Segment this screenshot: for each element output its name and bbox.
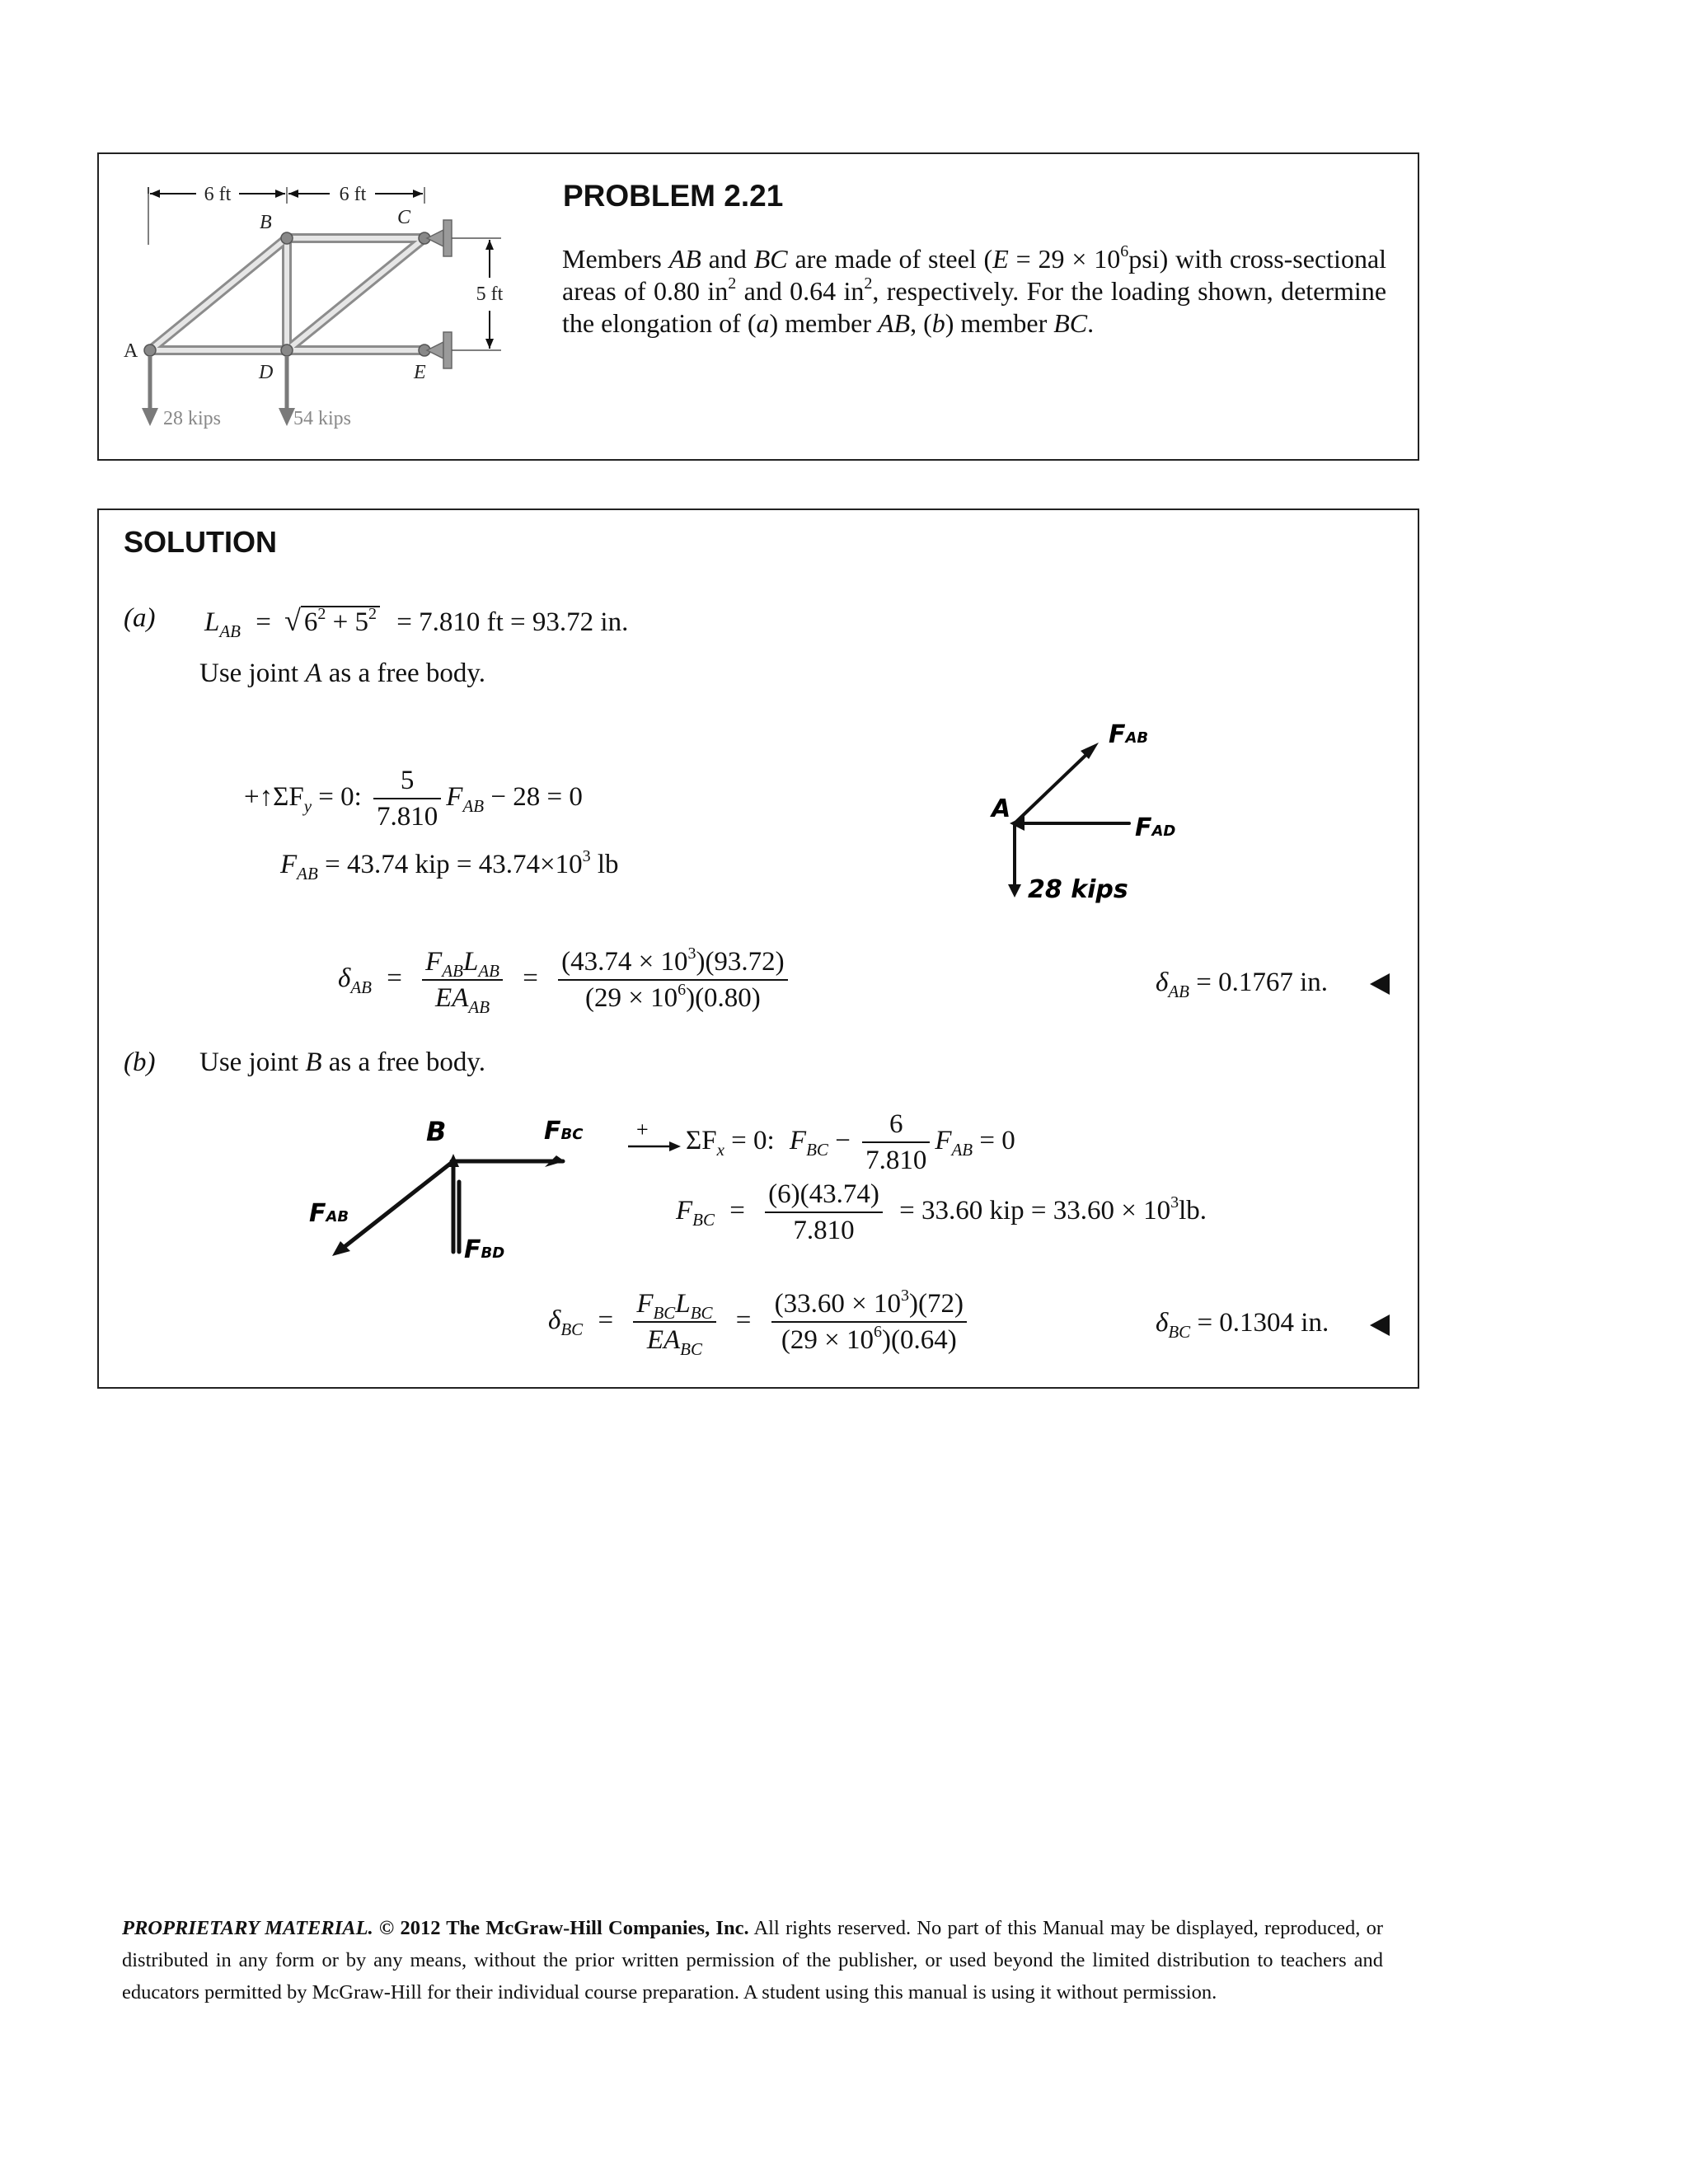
- sqrt-icon: √: [284, 604, 301, 637]
- fbc-exp: 3: [1170, 1193, 1179, 1212]
- fbd-a-fab-f: F: [1109, 720, 1126, 749]
- delta-bc-den-1: [633, 1323, 715, 1359]
- sum-fy-eq: = 0:: [312, 782, 362, 813]
- delta-ab-den-sub: AB: [468, 997, 490, 1017]
- fbd-b-joint: B: [426, 1116, 447, 1147]
- fbc-unit: lb.: [1179, 1196, 1207, 1226]
- fbc-num: (6)(43.74): [765, 1179, 883, 1213]
- text-b: b: [931, 308, 945, 338]
- text-11: .: [1087, 308, 1095, 338]
- delta-ab-fraction-1: [422, 947, 503, 1017]
- delta-ab-den-1: [422, 981, 503, 1017]
- sum-fx-equation: [686, 1109, 1015, 1176]
- text-2: and: [701, 244, 754, 274]
- sum-fx-num: 6: [862, 1109, 930, 1143]
- load-d: 54 kips: [293, 408, 352, 429]
- label-c: C: [397, 207, 411, 228]
- sum-fy-equation: [244, 766, 583, 832]
- fbd-b-fbc-sub: BC: [560, 1126, 584, 1143]
- fbd-b-fab-sub: AB: [326, 1208, 349, 1226]
- text-8: ) member: [769, 308, 878, 338]
- joint-b-line: [199, 1047, 485, 1078]
- footer-copyright: © 2012 The McGraw-Hill Companies, Inc.: [373, 1917, 749, 1939]
- delta-bc-symbol: δ: [548, 1305, 561, 1336]
- text-sq2: 2: [864, 274, 873, 293]
- delta-ab-den2-tail: )(0.80): [686, 983, 761, 1013]
- delta-ab-num-1: [422, 947, 503, 981]
- text-e: E: [992, 244, 1009, 274]
- delta-ab-num2-exp: 3: [687, 944, 696, 963]
- delta-bc-num2: (33.60 × 10: [774, 1289, 902, 1319]
- solution-box: [97, 509, 1419, 1389]
- sum-fx-fraction: [862, 1109, 930, 1176]
- delta-bc-ans-symbol: δ: [1156, 1308, 1169, 1338]
- joint-b-tail: as a free body.: [321, 1047, 486, 1077]
- delta-ab-equation: $\delta_{AB}$ = $\frac{F_{AB}L_{AB}}{EA_{AB}}$ = $\frac{(43.74 \times 10^3)(93.72)}{(29 \times 10^6)(0.80)}$: [338, 947, 793, 1014]
- lab-p1: 2: [317, 605, 326, 623]
- joint-b-text: Use joint: [199, 1047, 306, 1077]
- delta-bc-fraction-1: [633, 1289, 715, 1359]
- fbd-joint-b: [202, 1099, 584, 1281]
- fbd-a-fab-sub: AB: [1125, 729, 1149, 747]
- fab-exp: 3: [582, 847, 591, 865]
- answer-marker-icon: [1368, 1313, 1393, 1338]
- text-7: , respectively. For the loading shown, determine the elongation of (: [562, 276, 1387, 338]
- text-a: a: [756, 308, 770, 338]
- sum-fx-sub: x: [716, 1140, 724, 1160]
- joint-a-var: A: [305, 658, 322, 688]
- label-e: E: [414, 362, 426, 383]
- delta-bc-den2-exp: 6: [874, 1323, 883, 1341]
- lab-rest: = 7.810 ft = 93.72 in.: [396, 607, 629, 637]
- label-d: D: [259, 362, 274, 383]
- fbd-a-fad-f: F: [1135, 813, 1152, 842]
- joint-a-line: [199, 658, 485, 689]
- delta-bc-num2-exp: 3: [901, 1286, 910, 1305]
- lab-sub: AB: [219, 621, 241, 641]
- label-b: B: [260, 212, 272, 233]
- delta-ab-fraction-2: [558, 944, 788, 1014]
- delta-ab-sub: AB: [350, 977, 372, 998]
- sum-fx-f1sub: BC: [806, 1140, 828, 1160]
- text-6: and 0.64 in: [736, 276, 865, 306]
- delta-ab-ans-value: = 0.1767 in.: [1189, 968, 1329, 997]
- sum-fy-den: 7.810: [377, 802, 438, 832]
- delta-bc-answer: [1156, 1308, 1329, 1342]
- text-5: psi) with cross-sectional areas of 0.80 in: [562, 244, 1387, 306]
- text-1: Members: [562, 244, 669, 274]
- fbd-b-fbd-sub: BD: [481, 1244, 505, 1262]
- fbd-b-fab: [309, 1199, 349, 1228]
- sum-fy-sub: y: [303, 796, 312, 817]
- fbd-b-fbd: [464, 1235, 504, 1264]
- problem-box: [97, 152, 1419, 461]
- fbd-b-fbd-f: F: [464, 1235, 481, 1264]
- sum-fy-sigma: ΣF: [273, 782, 304, 813]
- delta-ab-ans-symbol: δ: [1156, 968, 1169, 997]
- footer-body: All rights reserved. No part of this Manual may be displayed, reproduced, or distributed in any form or by any means, without the prior written permission of the publisher, or used beyond the limited distribution to teachers and educators permitted by McGraw-Hill for their individual course preparation. A student using this manual is using it without permission.: [122, 1917, 1383, 2004]
- fbc-fraction: [765, 1179, 883, 1246]
- text-3: are made of steel (: [787, 244, 993, 274]
- text-bc2: BC: [1053, 308, 1088, 338]
- delta-bc-num-f-sub: BC: [653, 1303, 676, 1323]
- delta-ab-den2-exp: 6: [678, 981, 687, 999]
- delta-bc-den-e: EA: [646, 1325, 681, 1355]
- load-a: 28 kips: [163, 408, 222, 429]
- lab-eq: =: [256, 607, 271, 637]
- sqrt-radicand: [301, 606, 380, 637]
- fbc-rest: = 33.60 kip = 33.60 × 10: [899, 1196, 1171, 1226]
- problem-title: PROBLEM 2.21: [563, 179, 784, 213]
- lab-root: 6: [303, 607, 318, 637]
- fbd-b-fbc-f: F: [544, 1117, 561, 1146]
- sum-fx-sigma: ΣF: [686, 1126, 717, 1156]
- fbc-f: F: [676, 1196, 693, 1226]
- problem-statement: [562, 243, 1386, 340]
- fbd-b-fbc: [544, 1117, 584, 1146]
- delta-bc-den-2: [771, 1323, 967, 1356]
- fbd-joint-a: [985, 700, 1199, 914]
- fbd-b-fab-f: F: [309, 1199, 326, 1228]
- delta-ab-num2: (43.74 × 10: [561, 947, 688, 977]
- lab-plus: + 5: [326, 607, 369, 637]
- fab-rest: = 43.74 kip = 43.74×10: [317, 850, 583, 879]
- delta-ab-num-l-sub: AB: [478, 961, 499, 981]
- fbd-a-fad: [1135, 813, 1175, 842]
- fbc-result: $F_{BC}$ = $\frac{(6)(43.74)}{7.810}$ = 33.60 kip = $33.60 \times 10^3lb$.: [676, 1179, 1207, 1245]
- delta-bc-num-1: [633, 1289, 715, 1323]
- delta-bc-sub: BC: [560, 1319, 584, 1340]
- delta-bc-fraction-2: [771, 1286, 967, 1356]
- sum-fx-den: 7.810: [865, 1146, 927, 1175]
- delta-ab-num2-tail: )(93.72): [696, 947, 785, 977]
- delta-ab-symbol: δ: [338, 963, 351, 994]
- footer-lead: PROPRIETARY MATERIAL.: [122, 1917, 373, 1939]
- fbd-a-joint: A: [992, 794, 1011, 823]
- delta-bc-num-f: F: [636, 1289, 654, 1319]
- text-bc: BC: [753, 244, 788, 274]
- fbc-sub: BC: [692, 1210, 715, 1230]
- part-a-marker: (a): [124, 603, 156, 633]
- fbc-den: 7.810: [793, 1216, 855, 1245]
- lab-equation: [204, 603, 629, 641]
- copyright-footer: [122, 1912, 1383, 2008]
- sum-fx-f2: F: [935, 1126, 952, 1156]
- delta-bc-ans-value: = 0.1304 in.: [1190, 1308, 1329, 1338]
- delta-ab-num-f-sub: AB: [442, 961, 463, 981]
- sum-fy-tail: − 28 = 0: [484, 782, 583, 813]
- sum-fx-eq: = 0:: [724, 1126, 775, 1156]
- joint-b-var: B: [305, 1047, 322, 1077]
- part-b-marker: (b): [124, 1047, 156, 1077]
- text-e6: 6: [1120, 242, 1129, 260]
- joint-a-tail: as a free body.: [321, 658, 486, 688]
- sum-fx-minus: −: [828, 1126, 858, 1156]
- sum-fx-f1: F: [789, 1126, 807, 1156]
- lab-lhs: L: [204, 607, 220, 637]
- text-ab2: AB: [877, 308, 911, 338]
- solution-title: SOLUTION: [124, 525, 277, 559]
- text-ab: AB: [668, 244, 701, 274]
- fab-result: [280, 847, 619, 883]
- fab-sub: AB: [297, 864, 318, 883]
- delta-ab-ans-sub: AB: [1168, 982, 1189, 1001]
- delta-bc-den2-tail: )(0.64): [882, 1325, 957, 1355]
- delta-bc-num-l-sub: BC: [690, 1303, 713, 1323]
- sum-fy-fraction: [373, 766, 441, 832]
- text-9: , (: [910, 308, 932, 338]
- fab-f: F: [280, 850, 298, 879]
- lab-p2: 2: [368, 605, 377, 623]
- delta-bc-den2: (29 × 10: [781, 1325, 874, 1355]
- delta-ab-num-f: F: [425, 947, 443, 977]
- label-a: A: [124, 340, 138, 362]
- delta-bc-ans-sub: BC: [1168, 1322, 1191, 1342]
- dim-top-left: 6 ft: [204, 184, 232, 205]
- right-arrow-icon: [626, 1118, 684, 1155]
- delta-ab-num-2: [558, 944, 788, 981]
- text-4: = 29 × 10: [1008, 244, 1121, 274]
- joint-a-text: Use joint: [199, 658, 306, 688]
- svg-text:+: +: [636, 1118, 649, 1141]
- fbd-a-fab: [1109, 720, 1148, 749]
- truss-figure: [99, 154, 528, 462]
- fbd-a-load: 28 kips: [1028, 875, 1128, 904]
- text-10: ) member: [945, 308, 1054, 338]
- delta-bc-equation: $\delta_{BC}$ = $\frac{F_{BC}L_{BC}}{EA_{BC}}$ = $\frac{(33.60 \times 10^3)(72)}{(29 \times 10^6)(0.64)}$: [548, 1289, 972, 1356]
- fbd-a-fad-sub: AD: [1151, 823, 1176, 840]
- sum-fx-tail: = 0: [973, 1126, 1015, 1156]
- delta-bc-den-sub: BC: [680, 1339, 702, 1359]
- sum-fy-num: 5: [373, 766, 441, 799]
- delta-ab-den-e: EA: [435, 983, 469, 1013]
- fab-unit: lb: [590, 850, 619, 879]
- delta-ab-answer: [1156, 968, 1329, 1001]
- text-sq1: 2: [728, 274, 737, 293]
- delta-bc-num2-tail: )(72): [909, 1289, 964, 1319]
- delta-ab-den2: (29 × 10: [584, 983, 678, 1013]
- delta-ab-den-2: [558, 981, 788, 1014]
- sum-fy-prefix: +: [244, 782, 260, 813]
- dim-height: 5 ft: [476, 284, 504, 305]
- delta-bc-num-2: [771, 1286, 967, 1323]
- sum-fy-f: F: [446, 782, 463, 813]
- sum-fx-f2sub: AB: [951, 1140, 973, 1160]
- dim-top-right: 6 ft: [339, 184, 367, 205]
- delta-bc-num-l: L: [675, 1289, 691, 1319]
- delta-ab-num-l: L: [462, 947, 479, 977]
- answer-marker-icon: [1368, 972, 1393, 996]
- sum-fy-fsub: AB: [462, 796, 485, 817]
- up-arrow-icon: ↑: [259, 782, 274, 813]
